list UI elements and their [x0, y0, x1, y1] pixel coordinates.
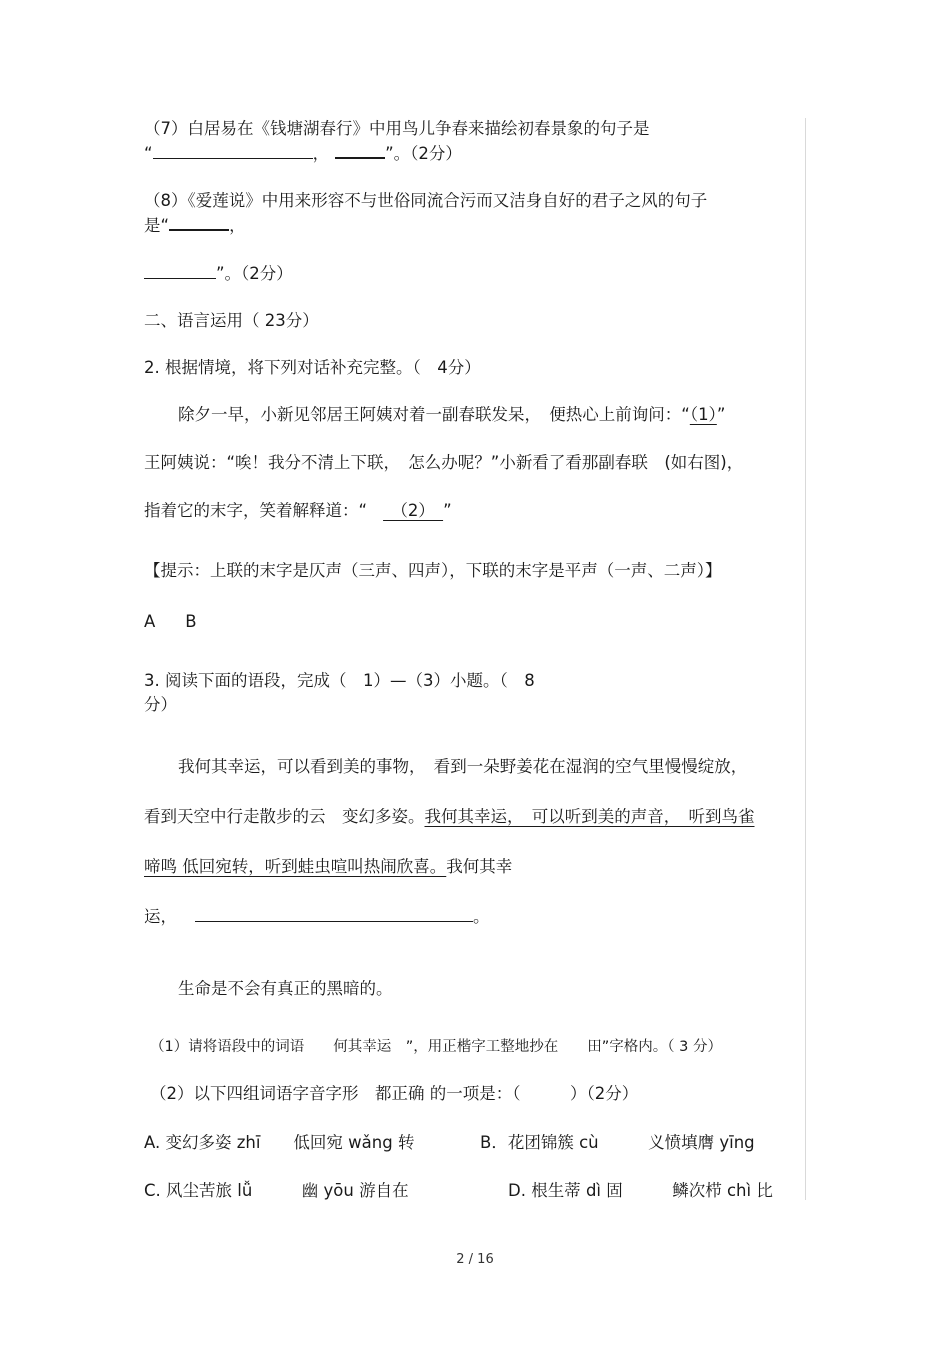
q3-passage-line-2 [144, 806, 755, 828]
q2-p1-text: 除夕一早，小新见邻居王阿姨对着一副春联发呆， 便热心上前询问：“ [178, 405, 690, 424]
couplet-label-a: A [144, 612, 156, 631]
q3-option-c: C. 风尘苦旅 lǚ 幽 yōu 游自在 [144, 1181, 409, 1200]
q7-comma: ， [312, 144, 330, 163]
q3-option-a: A. 变幻多姿 zhī 低回宛 wǎng 转 [144, 1133, 415, 1152]
q8-comma: ， [229, 216, 246, 235]
q2-paragraph-1 [178, 404, 725, 426]
q8-line-2 [144, 215, 246, 237]
q2-p1-end: ” [716, 405, 726, 424]
q7-open-quote: “ [144, 144, 153, 163]
page-number: 2 / 16 [456, 1252, 494, 1267]
q3-passage-3b: 我何其幸 [446, 857, 513, 876]
q2-blank-2[interactable]: （2） [383, 501, 444, 520]
q2-title: 2. 根据情境，将下列对话补充完整。（ 4分） [144, 358, 481, 377]
q7-close: ”。（2分） [385, 144, 462, 163]
q3-passage-line-5: 生命是不会有真正的黑暗的。 [178, 979, 393, 998]
q2-p3-end: ” [443, 501, 452, 520]
q2-blank-1[interactable]: （1） [689, 405, 717, 424]
q3-passage-3a-underlined: 啼鸣 低回宛转，听到蛙虫喧叫热闹欣喜。 [144, 857, 447, 876]
q8-text: （8）《爱莲说》中用来形容不与世俗同流合污而又洁身自好的君子之风的句子 [144, 191, 708, 210]
q7-blank-1[interactable] [153, 144, 313, 159]
q3-option-b: B．花团锦簇 cù 义愤填膺 yīng [480, 1133, 755, 1152]
q3-sub-question-2: （2）以下四组词语字音字形 都正确 的一项是：（ ）（2分） [150, 1084, 639, 1103]
q7-blank-2[interactable] [335, 143, 385, 159]
q8-line2-start: 是“ [144, 216, 170, 235]
q2-hint: 【提示：上联的末字是仄声（三声、四声），下联的末字是平声（一声、二声）】 [144, 561, 722, 580]
couplet-label-b: B [185, 612, 197, 631]
q3-title-line-2: 分） [144, 695, 177, 714]
q2-couplet-labels [144, 611, 197, 633]
q2-paragraph-2: 王阿姨说：“唉！我分不清上下联， 怎么办呢？”小新看了看那副春联 (如右图)， [144, 453, 744, 472]
q3-passage-2b-underlined: 我何其幸运， 可以听到美的声音， 听到鸟雀 [424, 807, 755, 826]
q3-title-line-1: 3. 阅读下面的语段，完成（ 1）—（3）小题。（ 8 [144, 671, 535, 690]
q3-passage-line-4 [144, 906, 490, 928]
section-2-heading: 二、语言运用（ 23分） [144, 311, 319, 330]
q3-passage-4a: 运， [144, 907, 177, 926]
q7-answer-line [144, 143, 462, 165]
q3-passage-2a: 看到天空中行走散步的云 变幻多姿。 [144, 807, 425, 826]
q3-passage-line-1: 我何其幸运，可以看到美的事物， 看到一朵野姜花在湿润的空气里慢慢绽放， [178, 757, 748, 776]
right-margin-rule [805, 118, 806, 1200]
q8-blank-2[interactable] [144, 264, 216, 279]
q7-text: （7）白居易在《钱塘湖春行》中用鸟儿争春来描绘初春景象的句子是 [144, 119, 650, 138]
q8-close: ”。（2分） [216, 264, 293, 283]
q3-passage-line-3 [144, 856, 512, 878]
q2-paragraph-3 [144, 500, 452, 522]
q3-sub-question-1: （1）请将语段中的词语 何其幸运 ”，用正楷字工整地抄在 田”字格内。（ 3 分） [150, 1039, 722, 1055]
q3-option-d: D. 根生蒂 dì 固 鳞次栉 chì 比 [508, 1181, 773, 1200]
q3-passage-4-end: 。 [473, 907, 490, 926]
q3-passage-blank[interactable] [195, 907, 473, 922]
q8-line-3 [144, 263, 293, 285]
q8-blank-1[interactable] [169, 215, 229, 231]
q2-p3-text: 指着它的末字，笑着解释道：“ [144, 501, 368, 520]
